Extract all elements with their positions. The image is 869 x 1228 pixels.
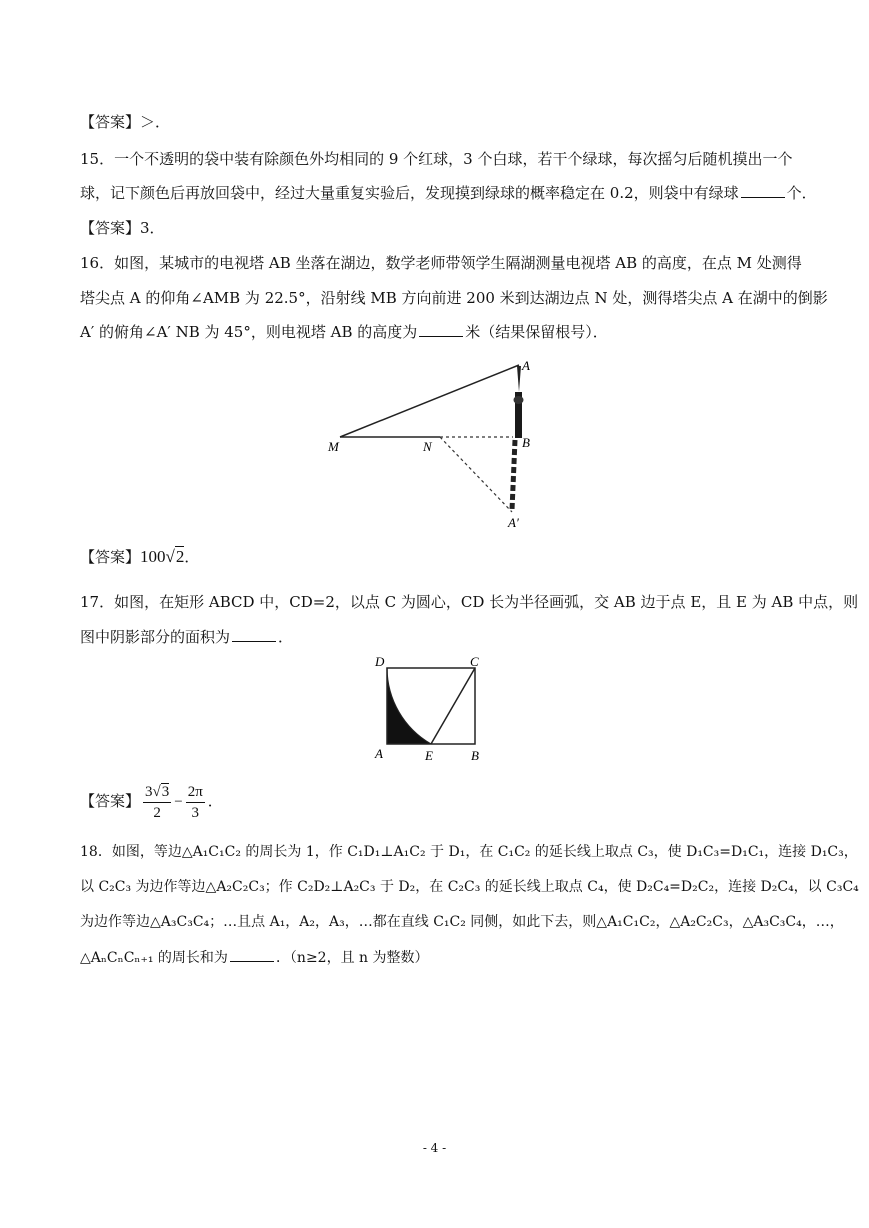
q16-text-end: 米（结果保留根号）． — [465, 323, 608, 341]
answer-14 — [80, 112, 170, 132]
q18-line1: 18．如图，等边△A₁C₁C₂ 的周长为 1，作 C₁D₁⊥A₁C₂ 于 D₁，在 C₁C₂ 的延长线上取点 C₃，使 D₁C₃=D₁C₁，连接 D₁C₃， — [80, 844, 858, 860]
minus-sign: − — [174, 794, 183, 810]
sqrt-icon: √ — [165, 547, 175, 566]
answer-label: 【答案】 — [80, 113, 141, 131]
answer-coef: 100 — [140, 547, 166, 566]
answer-blank — [419, 322, 463, 337]
label-D: D — [375, 654, 385, 669]
num-radicand: 3 — [161, 784, 170, 801]
answer-value: 3． — [140, 219, 165, 237]
q18-text-end: ．（n≥2，且 n 为整数） — [275, 950, 429, 966]
label-C: C — [470, 654, 479, 669]
answer-blank — [232, 627, 276, 642]
answer-label: 【答案】 — [80, 219, 141, 237]
shaded-region — [387, 668, 431, 744]
label-N: N — [423, 439, 432, 454]
q18-line3: 为边作等边△A₃C₃C₄；…且点 A₁，A₂，A₃，…都在直线 C₁C₂ 同侧，如此下去，则△A₁C₁C₂，△A₂C₂C₃，△A₃C₃C₄，…， — [80, 914, 844, 930]
q18-line2: 以 C₂C₃ 为边作等边△A₂C₂C₃；作 C₂D₂⊥A₂C₃ 于 D₂，在 C₂C₃ 的延长线上取点 C₄，使 D₂C₄=D₂C₂，连接 D₂C₄，以 C₃C₄ — [80, 879, 859, 895]
tower-deck — [514, 396, 524, 404]
label-M: M — [328, 439, 339, 454]
line-NA-prime — [440, 437, 512, 512]
label-A: A — [375, 746, 383, 761]
answer-end: ． — [184, 550, 200, 566]
den-1: 2 — [153, 805, 161, 822]
tower-diagram — [320, 352, 550, 537]
num-coef: 3 — [145, 784, 153, 801]
den-2: 3 — [191, 805, 199, 822]
q16-line2: 塔尖点 A 的仰角∠AMB 为 22.5°，沿射线 MB 方向前进 200 米到达湖边点 N 处，测得塔尖点 A 在湖中的倒影 — [80, 289, 828, 307]
answer-value: ＞． — [140, 113, 171, 131]
answer-16 — [80, 547, 199, 568]
rectangle-diagram — [365, 652, 500, 767]
answer-blank — [741, 183, 785, 198]
q17-text: 图中阴影部分的面积为 — [80, 628, 231, 646]
answer-blank — [230, 947, 274, 962]
q15-line2 — [80, 183, 817, 203]
answer-17 — [80, 778, 223, 825]
fraction-1 — [143, 782, 171, 823]
q15-line1: 15．一个不透明的袋中装有除颜色外均相同的 9 个红球，3 个白球，若干个绿球，每次摇匀后随机摸出一个 — [80, 150, 793, 168]
answer-label: 【答案】 — [80, 548, 141, 566]
q16-line1: 16．如图，某城市的电视塔 AB 坐落在湖边，数学老师带领学生隔湖测量电视塔 AB 的高度，在点 M 处测得 — [80, 254, 802, 272]
tower-figure — [320, 352, 550, 537]
tower-tip — [517, 366, 521, 392]
q16-line3 — [80, 322, 608, 342]
page-number: - 4 - — [422, 1141, 447, 1155]
label-B: B — [522, 435, 530, 450]
q17-line2 — [80, 627, 293, 647]
num-2: 2π — [186, 782, 205, 803]
q17-line1: 17．如图，在矩形 ABCD 中，CD=2，以点 C 为圆心，CD 长为半径画弧，交 AB 边于点 E，且 E 为 AB 中点，则 — [80, 593, 859, 611]
q18-line4 — [80, 947, 429, 968]
tower-reflection — [512, 440, 515, 510]
label-A-prime: A′ — [508, 515, 519, 530]
q17-text-end: ． — [278, 628, 294, 646]
q15-text: 球，记下颜色后再放回袋中，经过大量重复实验后，发现摸到绿球的概率稳定在 0.2，则袋中有绿球 — [80, 184, 739, 202]
q15-text-end: 个． — [786, 184, 817, 202]
label-B: B — [471, 748, 479, 763]
rectangle-figure — [365, 652, 500, 767]
sqrt-icon: √ — [152, 784, 161, 801]
line-MA — [340, 365, 519, 437]
answer-label: 【答案】 — [80, 792, 141, 810]
answer-15 — [80, 218, 165, 238]
fraction-2 — [186, 782, 205, 823]
q18-text: △AₙCₙCₙ₊₁ 的周长和为 — [80, 950, 228, 966]
answer-radicand: 2 — [175, 547, 185, 566]
label-A: A — [522, 358, 530, 373]
q16-text: A′ 的俯角∠A′ NB 为 45°，则电视塔 AB 的高度为 — [80, 323, 418, 341]
label-E: E — [425, 748, 433, 763]
answer-end: ． — [207, 794, 223, 810]
segment-CE — [431, 668, 475, 744]
